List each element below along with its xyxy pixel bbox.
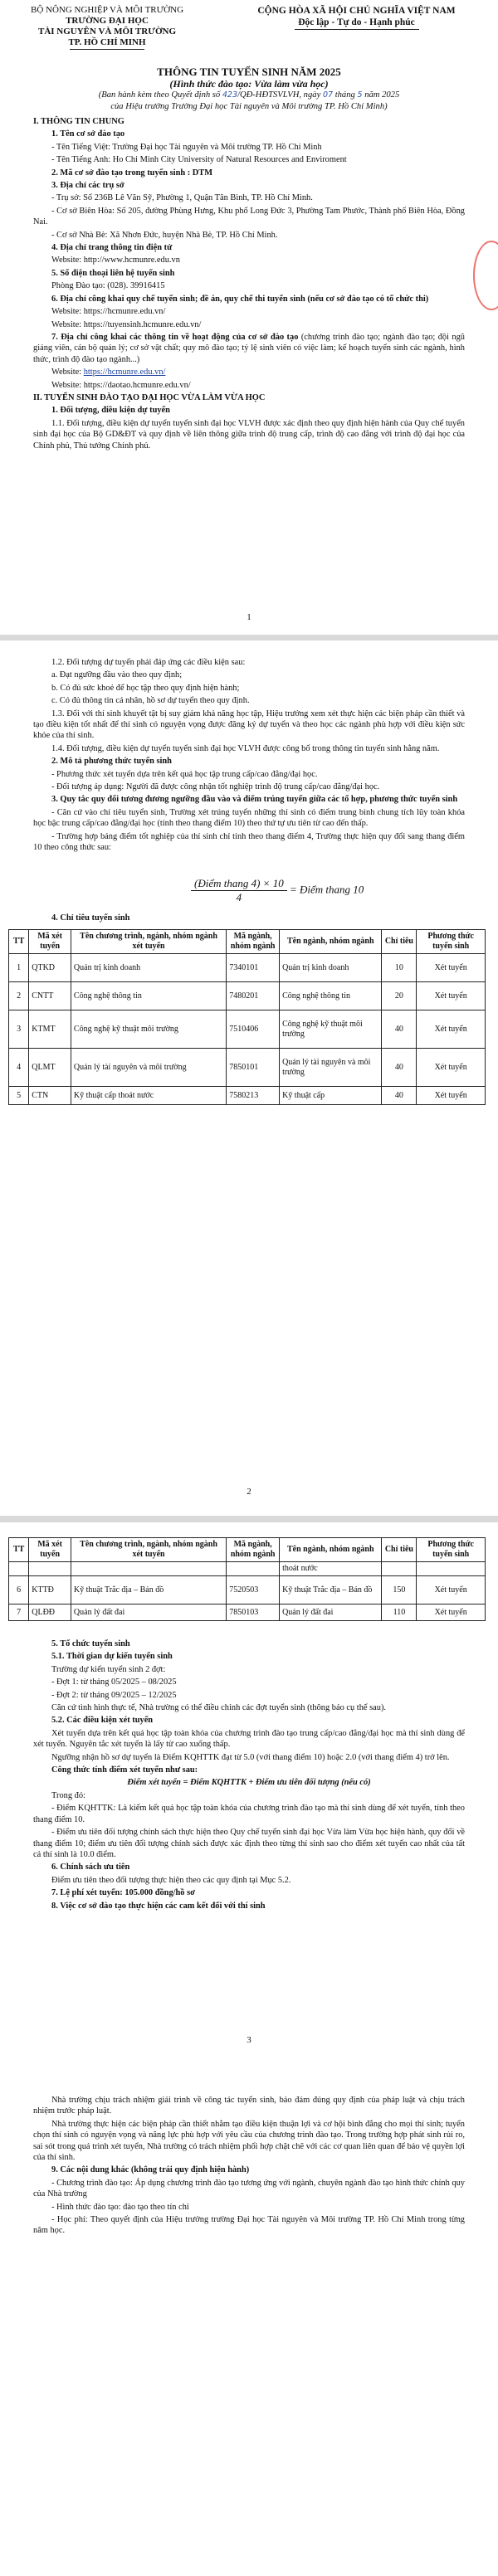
- timeline-note: Căn cứ tình hình thực tế, Nhà trường có thể điều chỉnh các đợt tuyển sinh (thông báo cụ thể sau).: [51, 1703, 387, 1713]
- timeline-intro: Trường dự kiến tuyển sinh 2 đợt:: [51, 1664, 166, 1674]
- en-name: - Tên Tiếng Anh: Ho Chi Minh City University of Natural Resources and Enviroment: [51, 155, 347, 165]
- heading-2-1: 1. Đối tượng, điều kiện dự tuyển: [51, 406, 170, 416]
- heading-8: 8. Việc cơ sở đào tạo thực hiện các cam kết đối với thí sinh: [51, 1901, 266, 1911]
- method-1: - Phương thức xét tuyển dựa trên kết quả học tập trung cấp/cao đẳng/đại học.: [51, 769, 318, 779]
- address-bienhoa: - Cơ sở Biên Hòa: Số 205, đường Phùng Hưng, Khu phố Long Đức 3, Phường Tam Phước, Thành phố Biên Hòa, Đồng Nai.: [33, 206, 465, 227]
- page-2: [0, 640, 498, 1516]
- other-1: - Chương trình đào tạo: Áp dụng chương trình đào tạo tương ứng với ngành, chuyên ngành đào tạo hình thức chính quy của Nhà trường: [33, 2178, 465, 2199]
- heading-2-2: 2. Mô tả phương thức tuyển sinh: [51, 757, 172, 767]
- heading-5: 5. Tổ chức tuyển sinh: [51, 1639, 130, 1648]
- heading-5-2: 5.2. Các điều kiện xét tuyển: [51, 1716, 154, 1726]
- formula-result: = Điểm thang 10: [289, 883, 364, 896]
- university-name-1: TRƯỜNG ĐẠI HỌC: [66, 16, 149, 26]
- heading-6: 6. Địa chỉ công khai quy chế tuyển sinh; đề án, quy chế thi tuyển sinh (nếu cơ sở đào tạo có tổ chức thi): [51, 294, 429, 304]
- where-label: Trong đó:: [51, 1790, 85, 1800]
- decision-note-2: của Hiệu trưởng Trường Đại học Tài nguyên và Môi trường TP. Hồ Chí Minh): [110, 102, 388, 111]
- general-info-section: [33, 116, 465, 453]
- page-number-3: 3: [247, 2035, 251, 2045]
- heading-4: 4. Địa chỉ trang thông tin điện tử: [51, 243, 173, 253]
- motto: Độc lập - Tự do - Hạnh phúc: [298, 17, 415, 27]
- table-row-continuation: thoát nước: [9, 1562, 486, 1576]
- heading-5: 5. Số điện thoại liên hệ tuyển sinh: [51, 268, 175, 278]
- website-3[interactable]: Website: https://tuyensinh.hcmunre.edu.vn/: [51, 319, 202, 329]
- section-2-heading: II. TUYỂN SINH ĐÀO TẠO ĐẠI HỌC VỪA LÀM VỪA HỌC: [33, 392, 266, 402]
- header-rule-left: [70, 49, 144, 50]
- table-header-row: TT Mã xét tuyển Tên chương trình, ngành, nhóm ngành xét tuyển Mã ngành, nhóm ngành Tên ngành, nhóm ngành Chỉ tiêu Phương thức tuyển sinh: [9, 1538, 486, 1562]
- table-row: 6 KTTĐ Kỹ thuật Trắc địa – Bản đồ 7520503 Kỹ thuật Trắc địa – Bản đồ 150 Xét tuyển: [9, 1576, 486, 1605]
- table-row: 3 KTMT Công nghệ kỹ thuật môi trường 7510406 Công nghệ kỹ thuật môi trường 40 Xét tuyển: [9, 1010, 486, 1049]
- website-main[interactable]: Website: http://www.hcmunre.edu.vn: [51, 256, 180, 265]
- page-separator-2: [0, 1516, 498, 1522]
- definition-2: - Điểm ưu tiên đối tượng chính sách thực hiện theo Quy chế tuyển sinh đại học Vừa làm Vừa học hiện hành, quy đổi về thang điểm 10; điểm ưu tiên đối tượng chính sách được xác định theo từng thí sinh sao cho điểm xét tuyển cao nhất của tất cả thí sinh là 10.0 điểm.: [33, 1828, 465, 1859]
- admission-formula: Điểm xét tuyển = Điểm KQHTTK + Điểm ưu tiên đối tượng (nếu có): [127, 1778, 371, 1788]
- paragraph-1-4: 1.4. Đối tượng, điều kiện dự tuyển tuyển sinh đại học VLVH được công bố trong thông tin tuyển sinh hằng năm.: [51, 743, 440, 753]
- table-row: 4 QLMT Quản lý tài nguyên và môi trường 7850101 Quản lý tài nguyên và môi trường 40 Xét tuyển: [9, 1049, 486, 1087]
- formula-intro: Công thức tính điểm xét tuyển như sau:: [51, 1765, 198, 1775]
- col-code: Mã xét tuyển: [29, 930, 71, 954]
- heading-1: 1. Tên cơ sở đào tạo: [51, 129, 125, 139]
- col-major-name: Tên ngành, nhóm ngành: [280, 930, 382, 954]
- table-row: 7 QLĐĐ Quản lý đất đai 7850103 Quản lý đất đai 110 Xét tuyển: [9, 1605, 486, 1621]
- document-title-block: [25, 66, 473, 113]
- other-3: - Học phí: Theo quyết định của Hiệu trưởng trường Đại học Tài nguyên và Môi trường TP. Hồ Chí Minh trong từng năm học.: [33, 2215, 465, 2236]
- address-nhabe: - Cơ sở Nhà Bè: Xã Nhơn Đức, huyện Nhà Bè, TP. Hồ Chí Minh.: [51, 230, 278, 240]
- handwritten-decision-number: 423: [222, 90, 238, 100]
- quota-heading-wrap: [33, 913, 465, 925]
- section-1-heading: I. THÔNG TIN CHUNG: [33, 117, 124, 126]
- page-3: [0, 1522, 498, 2543]
- condition-c: c. Có đủ thông tin cá nhân, hồ sơ dự tuyển theo quy định.: [51, 696, 250, 706]
- rule-1: - Căn cứ vào chỉ tiêu tuyển sinh, Trường xét trúng tuyển những thí sinh có điểm trung bình chung tích lũy toàn khóa học bậc trung cấp/cao đẳng/đại học (tính theo thang điểm 10) theo thứ tự ưu tiên từ cao đến thấp.: [33, 807, 465, 829]
- website-2[interactable]: Website: https://hcmunre.edu.vn/: [51, 307, 166, 317]
- address-main: - Trụ sở: Số 236B Lê Văn Sỹ, Phường 1, Quận Tân Bình, TP. Hồ Chí Minh.: [51, 193, 313, 203]
- commitment-2: Nhà trường thực hiện các biện pháp cần thiết nhằm tạo điều kiện thuận lợi và cơ hội bình đẳng cho mọi thí sinh; tuyển chọn thí sinh có nguyện vọng và năng lực phù hợp với yêu cầu của chương trình đào tạo. Trong trường hợp phát sinh rủi ro, sai sót trong quá trình xét tuyển, Nhà trường có trách nhiệm phối hợp chặt chẽ với các cơ quan liên quan để bảo vệ quyền lợi của thí sinh.: [33, 2119, 465, 2163]
- condition-2: Ngưỡng nhận hồ sơ dự tuyển là Điểm KQHTTK đạt từ 5.0 (với thang điểm 10) hoặc 2.0 (với thang điểm 4) trở lên.: [51, 1752, 450, 1762]
- commitments-section: [33, 2095, 465, 2238]
- heading-3: 3. Địa chỉ các trụ sở: [51, 181, 124, 191]
- quota-table-part-1: [8, 929, 486, 1105]
- paragraph-1-1: 1.1. Đối tượng, điều kiện dự tuyển tuyển sinh đại học VLVH được xác định theo quy định hiện hành của Quy chế tuyển sinh đại học của Bộ GD&ĐT và quy định về liên thông giữa trình độ trung cấp, trình độ cao đẳng với trình độ đại học của Chính phủ, Thủ tướng Chính phủ.: [33, 418, 465, 450]
- page-number-1: 1: [247, 612, 251, 622]
- heading-6: 6. Chính sách ưu tiên: [51, 1863, 130, 1872]
- commitment-1: Nhà trường chịu trách nhiệm giải trình về công tác tuyển sinh, bảo đảm đúng quy định của pháp luật và chịu trách nhiệm trước pháp luật.: [33, 2096, 465, 2116]
- website-4: Website: https://hcmunre.edu.vn/: [51, 368, 166, 377]
- quota-table-part-2: [8, 1537, 486, 1621]
- document-title: THÔNG TIN TUYỂN SINH NĂM 2025: [157, 66, 341, 78]
- other-2: - Hình thức đào tạo: đào tạo theo tín chỉ: [51, 2202, 189, 2212]
- col-quota: Chỉ tiêu: [382, 930, 417, 954]
- heading-2-4: 4. Chỉ tiêu tuyển sinh: [51, 913, 130, 923]
- header-rule-right: [295, 29, 419, 30]
- col-program: Tên chương trình, ngành, nhóm ngành xét tuyển: [71, 930, 226, 954]
- country-name: CỘNG HÒA XÃ HỘI CHỦ NGHĨA VIỆT NAM: [257, 6, 456, 16]
- handwritten-day: 07: [322, 90, 334, 100]
- page-1: [0, 0, 498, 635]
- paragraph-1-3: 1.3. Đối với thí sinh khuyết tật bị suy giảm khả năng học tập, Hiệu trưởng xem xét thực hiện các biện pháp cần thiết và tạo điều kiện tốt nhất để thí sinh có nguyện vọng được đăng ký dự tuyển và theo học các ngành phù hợp với điều kiện sức khỏe của thí sinh.: [33, 709, 465, 741]
- heading-2-3: 3. Quy tắc quy đổi tương đương ngưỡng đầu vào và điểm trúng tuyển giữa các tổ hợp, phương thức tuyển sinh: [51, 795, 458, 805]
- col-major-code: Mã ngành, nhóm ngành: [227, 930, 280, 954]
- table-header-row: [9, 930, 486, 954]
- heading-5-1: 5.1. Thời gian dự kiến tuyển sinh: [51, 1652, 173, 1662]
- rule-2: - Trường hợp bảng điểm tốt nghiệp của thí sinh chỉ tính theo thang điểm 4, Trường thực hiện quy đổi sang thang điểm 10 theo công thức sau:: [33, 831, 465, 853]
- organization-section: [33, 1639, 465, 1913]
- formula-fraction: [191, 877, 287, 904]
- ministry-name: BỘ NÔNG NGHIỆP VÀ MÔI TRƯỜNG: [30, 5, 184, 15]
- method-2: - Đối tượng áp dụng: Người đã được công nhận tốt nghiệp trình độ trung cấp/cao đẳng/đại học.: [51, 782, 380, 792]
- table-row: 1 QTKD Quản trị kinh doanh 7340101 Quản trị kinh doanh 10 Xét tuyển: [9, 954, 486, 982]
- round-1: - Đợt 1: từ tháng 05/2025 – 08/2025: [51, 1678, 177, 1687]
- website-4-link[interactable]: https://hcmunre.edu.vn/: [83, 368, 166, 377]
- national-motto: [217, 5, 496, 30]
- issuer-header: [3, 5, 211, 50]
- conversion-formula: [191, 877, 440, 904]
- condition-b: b. Có đủ sức khoẻ để học tập theo quy định hiện hành;: [51, 683, 240, 693]
- heading-2: 2. Mã cơ sở đào tạo trong tuyển sinh : DTM: [51, 168, 213, 178]
- col-method: Phương thức tuyển sinh: [417, 930, 486, 954]
- website-5[interactable]: Website: https://daotao.hcmunre.edu.vn/: [51, 380, 191, 390]
- page-number-2: 2: [247, 1487, 251, 1497]
- heading-9: 9. Các nội dung khác (không trái quy định hiện hành): [51, 2165, 250, 2175]
- handwritten-month: 5: [357, 90, 363, 100]
- heading-7-fee: 7. Lệ phí xét tuyển: 105.000 đồng/hồ sơ: [51, 1888, 195, 1898]
- decision-note: (Ban hành kèm theo Quyết định số 423/QĐ-HĐTSVLVH, ngày 07 tháng 5 năm 2025: [98, 90, 400, 100]
- formula-numerator: (Điểm thang 4) × 10: [191, 877, 287, 891]
- col-tt: TT: [9, 930, 29, 954]
- eligibility-section: [33, 657, 465, 855]
- formula-denominator: 4: [236, 891, 242, 903]
- table-row: 2 CNTT Công nghệ thông tin 7480201 Công nghệ thông tin 20 Xét tuyển: [9, 982, 486, 1010]
- table-row: 5 CTN Kỹ thuật cấp thoát nước 7580213 Kỹ thuật cấp 40 Xét tuyển: [9, 1087, 486, 1105]
- university-name-3: TP. HỒ CHÍ MINH: [68, 37, 146, 47]
- training-form: (Hình thức đào tạo: Vừa làm vừa học): [169, 78, 329, 90]
- condition-1: Xét tuyển dựa trên kết quả học tập toàn khóa của chương trình đào tạo trung cấp/cao đẳng/đại học mà thí sinh dùng để xét tuyển. Nguyên tắc xét tuyển là lấy từ cao xuống thấp.: [33, 1728, 465, 1750]
- university-name-2: TÀI NGUYÊN VÀ MÔI TRƯỜNG: [37, 27, 177, 37]
- heading-7: 7. Địa chỉ công khai các thông tin về hoạt động của cơ sở đào tạo (chương trình đào tạo; ngành đào tạo; đội ngũ giảng viên, cán bộ quản lý; cơ sở vật chất; quy mô đào tạo; tỷ lệ sinh viên có việc làm; kế hoạch tuyển sinh các ngành, hình thức, trình độ đào tạo ngành...): [33, 332, 465, 364]
- paragraph-1-2: 1.2. Đối tượng dự tuyển phải đáp ứng các điều kiện sau:: [51, 658, 246, 667]
- vn-name: - Tên Tiếng Việt: Trường Đại học Tài nguyên và Môi trường TP. Hồ Chí Minh: [51, 142, 322, 152]
- priority-text: Điểm ưu tiên theo đối tượng thực hiện theo các quy định tại Mục 5.2.: [51, 1875, 291, 1885]
- condition-a: a. Đạt ngưỡng đầu vào theo quy định;: [51, 670, 183, 680]
- red-stamp-edge: [473, 241, 498, 310]
- definition-1: - Điểm KQHTTK: Là kiểm kết quả học tập toàn khóa của chương trình đào tạo mà thí sinh dùng để xét tuyển, tính theo thang điểm 10.: [33, 1804, 465, 1824]
- phone-number: Phòng Đào tạo: (028). 39916415: [51, 281, 165, 291]
- round-2: - Đợt 2: từ tháng 09/2025 – 12/2025: [51, 1690, 177, 1700]
